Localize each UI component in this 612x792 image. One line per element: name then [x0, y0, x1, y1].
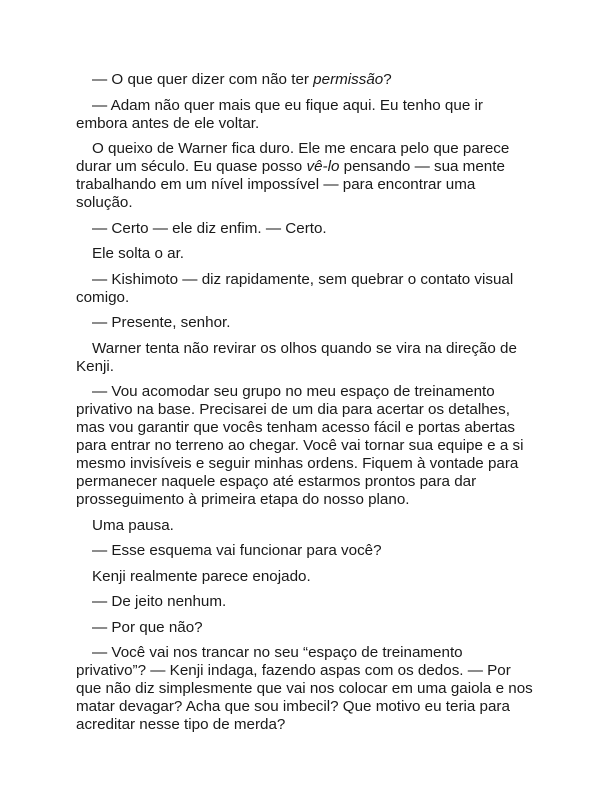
document-page [76, 71, 536, 742]
paragraph-6: — Kishimoto — diz rapidamente, sem quebrar o contato visual comigo. [76, 270, 514, 306]
paragraph-9: — Vou acomodar seu grupo no meu espaço de treinamento privativo na base. Precisarei de um dia para acertar os detalhes, mas vou garantir que vocês tenham acesso fácil e portas abertas para entrar no terreno ao chegar. Você vai tornar sua equipe e a si mesmo invisíveis e seguir minhas ordens. Fiquem à vontade para permanecer naquele espaço até estarmos prontos para dar prosseguimento à primeira etapa do nosso plano. [76, 383, 524, 508]
paragraph-8: Warner tenta não revirar os olhos quando se vira na direção de Kenji. [76, 339, 517, 375]
paragraph-4: — Certo — ele diz enfim. — Certo. [92, 219, 327, 237]
paragraph-15: — Você vai nos trancar no seu “espaço de treinamento privativo”? — Kenji indaga, fazendo aspas com os dedos. — Por que não diz simplesmente que vai nos colocar em uma gaiola e nos matar devagar? Acha que sou imbecil? Que motivo eu teria para acreditar nesse tipo de merda? [76, 644, 533, 733]
paragraph-5: Ele solta o ar. [92, 245, 185, 262]
paragraph-7: — Presente, senhor. [92, 314, 231, 331]
paragraph-10: Uma pausa. [92, 516, 174, 534]
paragraph-14: — Por que não? [92, 618, 203, 636]
paragraph-12: Kenji realmente parece enojado. [92, 567, 311, 585]
paragraph-13: — De jeito nenhum. [92, 593, 227, 610]
paragraph-1: — O que quer dizer com não ter permissão? [92, 71, 392, 88]
paragraph-3: O queixo de Warner fica duro. Ele me encara pelo que parece durar um século. Eu quase posso vê-lo pensando — sua mente trabalhando em um nível impossível — para encontrar uma solução. [76, 140, 510, 211]
paragraph-11: — Esse esquema vai funcionar para você? [92, 542, 382, 559]
paragraph-2: — Adam não quer mais que eu fique aqui. Eu tenho que ir embora antes de ele voltar. [76, 96, 483, 132]
